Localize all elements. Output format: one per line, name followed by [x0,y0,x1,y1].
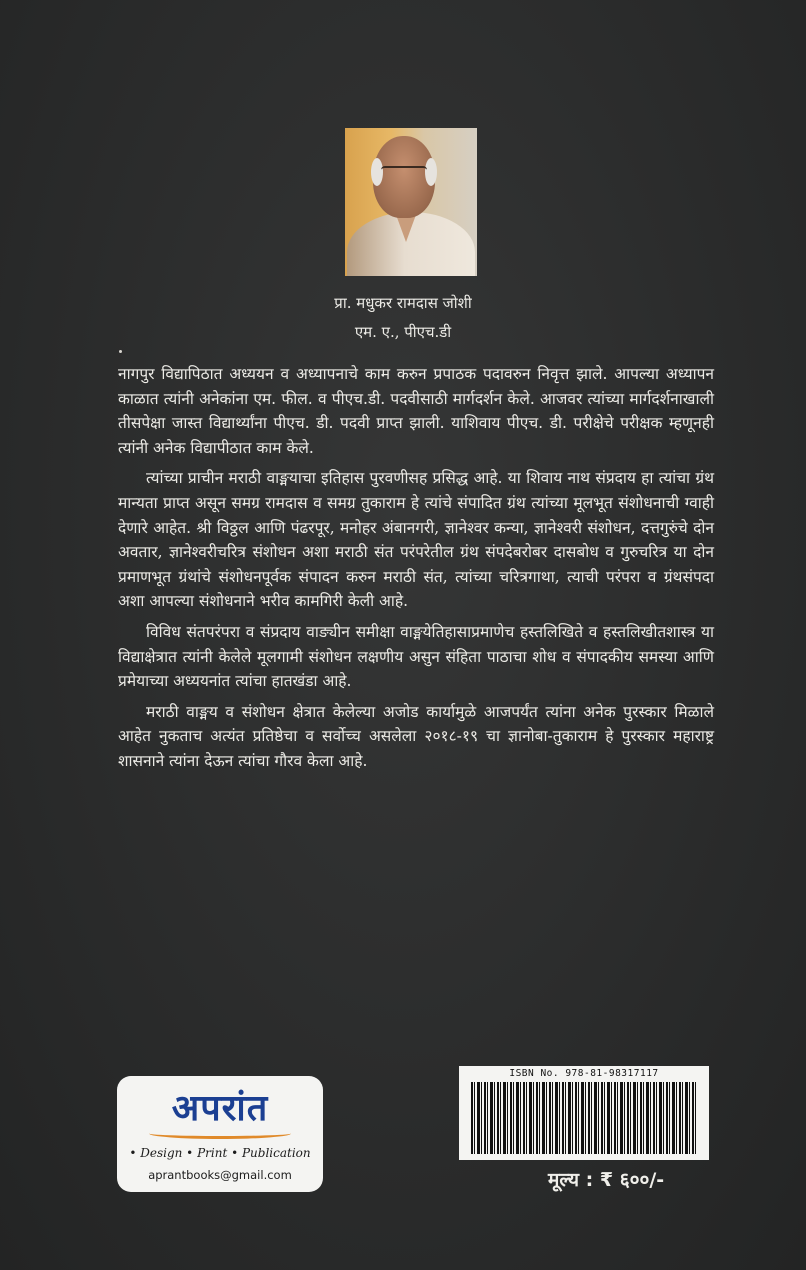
author-name: प्रा. मधुकर रामदास जोशी [334,294,472,312]
barcode-bars [471,1082,697,1154]
publisher-logo [117,1076,323,1192]
bio-paragraph-4: मराठी वाङ्मय व संशोधन क्षेत्रात केलेल्या अजोड कार्यामुळे आजपर्यंत त्यांना अनेक पुरस्कार मिळाले आहेत नुकताच अत्यंत प्रतिष्ठेचा व सर्वोच्च असलेला २०१८-१९ चा ज्ञानोबा-तुकाराम हे पुरस्कार महाराष्ट्र शासनाने त्यांना देऊन त्यांचा गौरव केला आहे. [118,702,714,770]
bio-paragraph-1: नागपुर विद्यापिठात अध्ययन व अध्यापनाचे काम करुन प्रपाठक पदावरुन निवृत्त झाले. आपल्या अध्यापन काळात त्यांनी अनेकांना एम. फील. व पीएच.डी. पदवीसाठी मार्गदर्शन केले. आजवर त्यांच्या मार्गदर्शनाखाली तीसपेक्षा जास्त विद्यार्थ्यांना पीएच. डी. पदवी प्राप्त झाली. याशिवाय पीएच. डी. परीक्षेचे परीक्षक म्हणूनही त्यांनी अनेक विद्यापीठात काम केले. [118,365,714,457]
author-photo-glasses [381,166,427,178]
author-bio [118,362,714,780]
isbn-barcode [459,1066,709,1160]
author-degree: एम. ए., पीएच.डी [354,323,452,341]
author-photo [345,128,477,276]
price: मूल्य : ₹ ६००/- [548,1169,665,1191]
publisher-name: अपरांत [171,1088,269,1129]
publisher-tagline: • Design • Print • Publication [129,1146,311,1160]
bullet-dot [119,350,122,353]
logo-swoosh [149,1128,291,1139]
bio-paragraph-3: विविध संतपरंपरा व संप्रदाय वाङ्यीन समीक्षा वाङ्मयेतिहासाप्रमाणेच हस्तलिखिते व हस्तलिखीतशास्त्र या विद्याक्षेत्रात त्यांनी केलेले मूलगामी संशोधन लक्षणीय असुन संहिता पाठाचा शोध व संपादकीय समस्या आणि प्रमेयाच्या अध्ययनांत त्यांचा हातखंडा आहे. [118,622,714,691]
isbn-number: ISBN No. 978-81-98317117 [509,1068,659,1079]
bio-paragraph-2: त्यांच्या प्राचीन मराठी वाङ्मयाचा इतिहास पुरवणीसह प्रसिद्ध आहे. या शिवाय नाथ संप्रदाय हा त्यांचा ग्रंथ मान्यता प्राप्त असून समग्र रामदास व समग्र तुकाराम हे त्यांचे संपादित ग्रंथ त्यांच्या मूलभूत संशोधनाची ग्वाही देणारे आहेत. श्री विठ्ठल आणि पंढरपूर, मनोहर अंबानगरी, ज्ञानेश्वर कन्या, ज्ञानेश्वरी संशोधन, दत्तगुरुंचे दोन अवतार, ज्ञानेश्वरीचरित्र संशोधन अशा मराठी संत परंपरेतील ग्रंथ संपदेबरोबर दासबोध व गुरुचरित्र या दोन प्रमाणभूत ग्रंथांचे संशोधनपूर्वक संपादन करुन मराठी संत, त्यांच्या चरित्रगाथा, त्याची परंपरा व ग्रंथसंपदा अशा आपल्या संशोधनाने भरीव कामगिरी केली आहे. [118,469,714,611]
publisher-email: aprantbooks@gmail.com [148,1168,292,1182]
